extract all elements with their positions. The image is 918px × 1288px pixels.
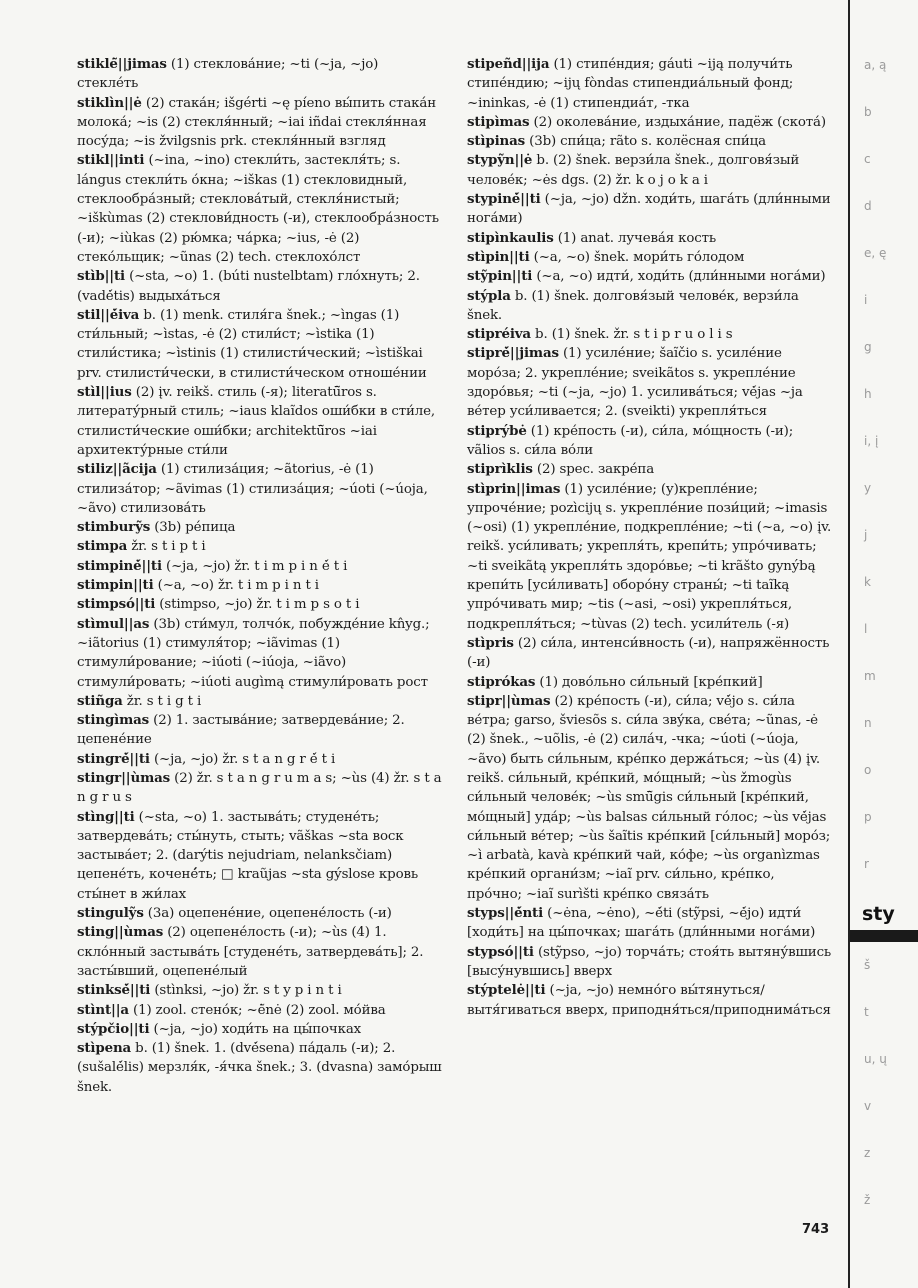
entry-definition: (3a) оцепене́ние, оцепене́лость (-и) <box>143 906 392 922</box>
dictionary-entry <box>467 480 833 634</box>
entry-definition: (~ėna, ~ėno), ~ė́ti (stỹpsi, ~ė́jo) идти́ [ходи́ть] на цы́почках; шага́ть (дли́нными нога́ми) <box>467 906 816 941</box>
dictionary-entry <box>77 576 443 595</box>
entry-headword: stipr||ùmas <box>467 692 551 709</box>
thumb-letter: i <box>864 293 868 307</box>
dictionary-entry <box>77 769 443 808</box>
thumb-letter: v <box>864 1099 872 1113</box>
dictionary-entry <box>467 943 833 982</box>
entry-definition: (2) стака́н; išgérti ~ę píeno вы́пить стака́н молока́; ~is (2) стекля́нный; ~iai iñdai стекля́нная посу́да; ~is žvilgsnis prk. стекля́нный взгляд <box>77 95 436 150</box>
thumb-letter: y <box>864 481 872 495</box>
entry-headword: stil||ė́iva <box>77 306 140 323</box>
dictionary-entry <box>77 94 443 152</box>
entry-definition: (3b) сти́мул, толчо́к, побужде́ние kn̂yg.; ~iãtorius (1) стимуля́тор; ~iãvimas (1) стимули́рование; ~iúoti (~iúoja, ~iãvo) стимули́ровать; ~iúoti augìmą стимули́ровать рост <box>77 616 430 690</box>
dictionary-entry <box>467 190 833 229</box>
entry-definition: žr. s t i g t i <box>122 693 202 709</box>
dictionary-entry <box>77 981 443 1000</box>
entry-definition: (1) стилиза́ция; ~ãtorius, -ė (1) стилиза́тор; ~ãvimas (1) стилиза́ция; ~úoti (~úoja, ~ãvo) стилизова́ть <box>77 462 428 516</box>
entry-definition: (1) стеклова́ние; ~ti (~ja, ~jo) стекле́ть <box>77 57 379 92</box>
entry-definition: (1) anat. лучева́я кость <box>553 230 716 246</box>
entry-headword: stìng||ti <box>77 808 135 825</box>
thumb-letter: h <box>864 387 872 401</box>
dictionary-entry <box>77 750 443 769</box>
entry-headword: stipeñd||ija <box>467 56 550 72</box>
thumb-letter: o <box>864 763 872 777</box>
entry-headword: stimpin||ti <box>77 577 154 594</box>
entry-headword: stipréiva <box>467 326 531 343</box>
dictionary-entry <box>467 634 833 673</box>
entry-headword: stiliz||ãcija <box>77 461 157 478</box>
thumb-letter: m <box>864 669 876 683</box>
entry-headword: stinksė́||ti <box>77 982 151 999</box>
dictionary-entry <box>467 55 833 113</box>
dictionary-entry <box>77 383 443 460</box>
entry-definition: (1) стипе́ндия; gáuti ~iją получи́ть стипе́ндию; ~ijų fòndas стипендиа́льный фонд; ~ininkas, -ė (1) стипендиа́т, -тка <box>467 57 794 111</box>
thumb-letter: r <box>864 857 869 871</box>
entry-definition: (stỹpso, ~jo) торча́ть; стоя́ть вытяну́вшись [высу́нувшись] вверх <box>467 944 832 979</box>
entry-definition: (1) кре́пость (-и), си́ла, мо́щность (-и); vãlios s. си́ла во́ли <box>467 423 794 458</box>
entry-headword: stìpena <box>77 1040 132 1057</box>
entry-definition: (2) 1. застыва́ние; затвердева́ние; 2. цепене́ние <box>77 713 405 748</box>
dictionary-entry <box>77 615 443 692</box>
thumb-letter: n <box>864 716 872 730</box>
entry-definition: (~ja, ~jo) немно́го вы́тянуться/вытя́гиваться вверх, приподня́ться/приподнима́ться <box>467 983 831 1018</box>
dictionary-entry <box>77 711 443 750</box>
dictionary-entry <box>77 460 443 518</box>
dictionary-entry <box>467 267 833 286</box>
dictionary-entry <box>467 287 833 326</box>
entry-headword: stimpsó||ti <box>77 596 156 613</box>
dictionary-entry <box>77 267 443 306</box>
entry-headword: stìmul||as <box>77 615 150 632</box>
entry-definition: (1) zool. стено́к; ~ė̃nė (2) zool. мо́йва <box>128 1002 386 1018</box>
entry-definition: b. (1) šnek. žr. s t i p r u o l i s <box>530 327 733 343</box>
entry-headword: stiprýbė <box>467 422 527 439</box>
dictionary-entry <box>467 132 833 151</box>
entry-definition: (2) околева́ние, издыха́ние, падёж (скота́) <box>529 114 826 130</box>
entry-definition: (~ja, ~jo) džn. ходи́ть, шага́ть (дли́нными нога́ми) <box>467 192 831 227</box>
entry-definition: (3b) ре́пица <box>150 520 236 536</box>
entry-headword: stýptelė||ti <box>467 982 546 999</box>
thumb-letter: g <box>864 340 872 354</box>
thumb-letter: u, ų <box>864 1052 887 1066</box>
thumb-letter: b <box>864 105 872 119</box>
thumb-letter: p <box>864 810 872 824</box>
dictionary-entry <box>77 923 443 981</box>
entry-definition: (~a, ~o) žr. t i m p i n t i <box>153 578 319 594</box>
dictionary-entry <box>467 692 833 904</box>
entry-headword: stiprókas <box>467 673 536 690</box>
dictionary-entry <box>77 1039 443 1097</box>
entry-headword: stiñga <box>77 692 123 709</box>
dictionary-entry <box>467 673 833 692</box>
thumb-letter: d <box>864 199 872 213</box>
dictionary-entry <box>467 422 833 461</box>
entry-definition: (stimpso, ~jo) žr. t i m p s o t i <box>155 597 360 613</box>
entry-definition: (~ja, ~jo) žr. s t a n g r ė́ t i <box>149 751 336 767</box>
entry-definition: (1) усиле́ние; (у)крепле́ние; упроче́ние; pozìcijų s. укрепле́ние пози́ций; ~imasis (~osi) (1) укрепле́ние, подкрепле́ние; ~ti (~a, ~o) įv. reikš. уси́ливать; укрепля́ть, крепи́ть; упро́чивать; ~ti sveikãtą укрепля́ть здоро́вье; ~ti krãšto gynýbą крепи́ть [уси́ливать] оборо́ну страны́; ~ti taĩką упро́чивать мир; ~tis (~asi, ~osi) укрепля́ться, подкрепля́ться; ~tùvas (2) tech. усили́тель (-я) <box>467 481 832 632</box>
thumb-letter: k <box>864 575 871 589</box>
dictionary-entry <box>77 595 443 614</box>
entry-definition: b. (1) menk. стиля́га šnek.; ~ìngas (1) сти́льный; ~ìstas, -ė (2) стили́ст; ~ìstika (1) стили́стика; ~ìstinis (1) стилисти́ческий; ~ìstiškai prv. стилисти́чески, в стилисти́ческом отноше́нии <box>77 307 427 381</box>
entry-definition: b. (2) šnek. верзи́ла šnek., долговя́зый челове́к; ~ės dgs. (2) žr. k o j o k a i <box>467 153 800 188</box>
entry-definition: žr. s t i p t i <box>127 539 206 555</box>
left-column <box>77 55 443 1097</box>
entry-headword: stypỹn||ė <box>467 152 533 169</box>
entry-definition: (~ina, ~ino) стекли́ть, застекля́ть; s. lángus стекли́ть о́кна; ~iškas (1) стекловидный, стеклообра́зный; стеклова́тый, стекля́нистый; ~iškùmas (2) стеклови́дность (-и), стеклообра́зность (-и); ~iùkas (2) рю́мка; ча́рка; ~ius, -ė (2) стеко́льщик; ~ũnas (2) tech. стеклохо́лст <box>77 153 439 265</box>
thumb-tab-marker <box>850 930 918 942</box>
thumb-current-section: sty <box>862 903 895 925</box>
dictionary-entry <box>467 460 833 479</box>
entry-definition: (~ja, ~jo) ходи́ть на цы́почках <box>149 1021 362 1037</box>
entry-headword: stìnt||a <box>77 1001 129 1018</box>
entry-headword: stiklė̃||jimas <box>77 56 167 72</box>
entry-headword: stýpčio||ti <box>77 1020 150 1037</box>
entry-headword: stypinė́||ti <box>467 191 541 208</box>
entry-headword: stipìnkaulis <box>467 229 554 246</box>
dictionary-entry <box>467 151 833 190</box>
thumb-letter: a, ą <box>864 58 887 72</box>
thumb-letter: c <box>864 152 871 166</box>
entry-headword: stingìmas <box>77 712 150 729</box>
entry-headword: styps||ė́nti <box>467 905 544 922</box>
thumb-letter: i, į <box>864 434 879 448</box>
dictionary-entry <box>77 55 443 94</box>
dictionary-entry <box>77 1020 443 1039</box>
entry-headword: sting||ùmas <box>77 924 164 941</box>
entry-definition: (~sta, ~o) 1. застыва́ть; студене́ть; затвердева́ть; сты́нуть, стыть; vãškas ~sta воск застыва́ет; 2. (darýtis nejudriam, nelanksčiam) цепене́ть, коченé́ть; □ kraũjas ~sta gýslose кровь сты́нет в жи́лах <box>77 809 419 902</box>
dictionary-entry <box>467 248 833 267</box>
entry-headword: stikl||inti <box>77 152 145 169</box>
dictionary-entry <box>77 518 443 537</box>
entry-headword: stingr||ùmas <box>77 769 171 786</box>
dictionary-entry <box>77 1001 443 1020</box>
entry-headword: stìb||ti <box>77 268 125 285</box>
thumb-letter: z <box>864 1146 871 1160</box>
thumb-letter: ž <box>864 1193 871 1207</box>
entry-definition: (2) кре́пость (-и), си́ла; vė́jo s. си́ла ве́тра; garso, šviesõs s. си́ла зву́ка, све́та; ~ũnas, -ė (2) šnek., ~uõlis, -ė (2) сила́ч, -чка; ~úoti (~úoja, ~ãvo) быть си́льным, кре́пко держа́ться; ~ùs (4) įv. reikš. си́льный, кре́пкий, мо́щный; ~ùs žmogùs си́льный челове́к; ~ùs smū̃gis си́льный [кре́пкий, мо́щный] уда́р; ~ùs balsas си́льный го́лос; ~ùs vė́jas си́льный ве́тер; ~ùs šaĩtis кре́пкий [си́льный] моро́з; ~ì arbatà, kavà кре́пкий чай, ко́фе; ~ùs organìzmas кре́пкий органи́зм; ~iaĩ prv. си́льно, кре́пко, про́чно; ~iaĩ surìšti кре́пко связа́ть <box>467 693 831 902</box>
entry-headword: stingulỹs <box>77 905 144 922</box>
entry-headword: stimburỹs <box>77 519 151 536</box>
entry-headword: stimpinė́||ti <box>77 557 162 574</box>
entry-definition: (~ja, ~jo) žr. t i m p i n ė́ t i <box>161 558 348 574</box>
entry-headword: stimpa <box>77 538 128 555</box>
dictionary-entry <box>77 537 443 556</box>
dictionary-entry <box>467 981 833 1020</box>
entry-headword: stìprin||imas <box>467 480 561 497</box>
entry-definition: (~sta, ~o) 1. (búti nustelbtam) гло́хнуть; 2. (vadė́tis) выдыха́ться <box>77 269 420 304</box>
dictionary-entry <box>467 904 833 943</box>
dictionary-entry <box>467 113 833 132</box>
entry-definition: (2) spec. закре́па <box>532 462 655 478</box>
entry-headword: stiklìn||ė <box>77 94 142 111</box>
entry-definition: (2) žr. s t a n g r u m a s; ~ùs (4) žr. s t a n g r u s <box>77 770 442 806</box>
entry-definition: (~a, ~o) идти́, ходи́ть (дли́нными нога́ми) <box>532 269 826 285</box>
entry-definition: (~a, ~o) šnek. мори́ть го́лодом <box>529 249 745 265</box>
entry-definition: (3b) спи́ца; rãto s. колёсная спи́ца <box>525 134 766 150</box>
entry-headword: stiprìklis <box>467 461 533 478</box>
entry-definition: (1) дово́льно си́льный [кре́пкий] <box>535 674 763 690</box>
dictionary-entry <box>467 325 833 344</box>
right-column <box>467 55 833 1020</box>
thumb-index <box>848 0 918 1288</box>
entry-definition: (2) си́ла, интенси́вность (-и), напряжённость (-и) <box>467 635 830 671</box>
entry-headword: stìl||ius <box>77 384 132 401</box>
entry-headword: stiprė́||jimas <box>467 345 559 362</box>
dictionary-entry <box>77 306 443 383</box>
thumb-letter: l <box>864 622 868 636</box>
entry-headword: stipìmas <box>467 113 530 130</box>
entry-definition: (1) усиле́ние; šaĩčio s. усиле́ние моро́за; 2. укрепле́ние; sveikãtos s. укрепле́ние здоро́вья; ~ti (~ja, ~jo) 1. усилива́ться; vė́jas ~ja ве́тер уси́ливается; 2. (sveikti) укрепля́ться <box>467 346 803 420</box>
page-number: 743 <box>802 1222 830 1237</box>
entry-definition: b. (1) šnek. долговя́зый челове́к, верзи́ла šnek. <box>467 288 799 323</box>
dictionary-entry <box>77 557 443 576</box>
thumb-letter: j <box>864 528 868 542</box>
entry-definition: (2) įv. reikš. стиль (-я); literatū̃ros s. литерату́рный стиль; ~iaus klaĩdos оши́бки в сти́ле, стилисти́ческие оши́бки; architektū̃ros ~iai архитекту́рные сти́ли <box>77 385 436 458</box>
dictionary-entry <box>467 229 833 248</box>
entry-definition: b. (1) šnek. 1. (dvė́sena) па́даль (-и); 2. (sušalė́lis) мерзля́к, -я́чка šnek.; 3. (dvasna) замо́рыш šnek. <box>77 1041 442 1095</box>
entry-headword: stìpinas <box>467 133 526 150</box>
entry-headword: stìpin||ti <box>467 248 530 265</box>
entry-definition: (2) оцепене́лость (-и); ~ùs (4) 1. скло́нный застыва́ть [студене́ть, затвердева́ть]; 2. засты́вший, оцепене́лый <box>77 925 424 979</box>
dictionary-entry <box>77 692 443 711</box>
entry-headword: stìpris <box>467 634 514 651</box>
entry-definition: (stìnksi, ~jo) žr. s t y p i n t i <box>150 983 342 999</box>
entry-headword: stypsó||ti <box>467 943 534 960</box>
dictionary-entry <box>77 808 443 904</box>
entry-headword: stỹpin||ti <box>467 268 533 285</box>
thumb-letter: e, ę <box>864 246 887 260</box>
thumb-letter: t <box>864 1005 869 1019</box>
thumb-letter: š <box>864 958 871 972</box>
entry-headword: stýpla <box>467 287 511 304</box>
entry-headword: stingrė́||ti <box>77 750 150 767</box>
dictionary-entry <box>467 344 833 421</box>
dictionary-entry <box>77 904 443 923</box>
dictionary-entry <box>77 151 443 267</box>
